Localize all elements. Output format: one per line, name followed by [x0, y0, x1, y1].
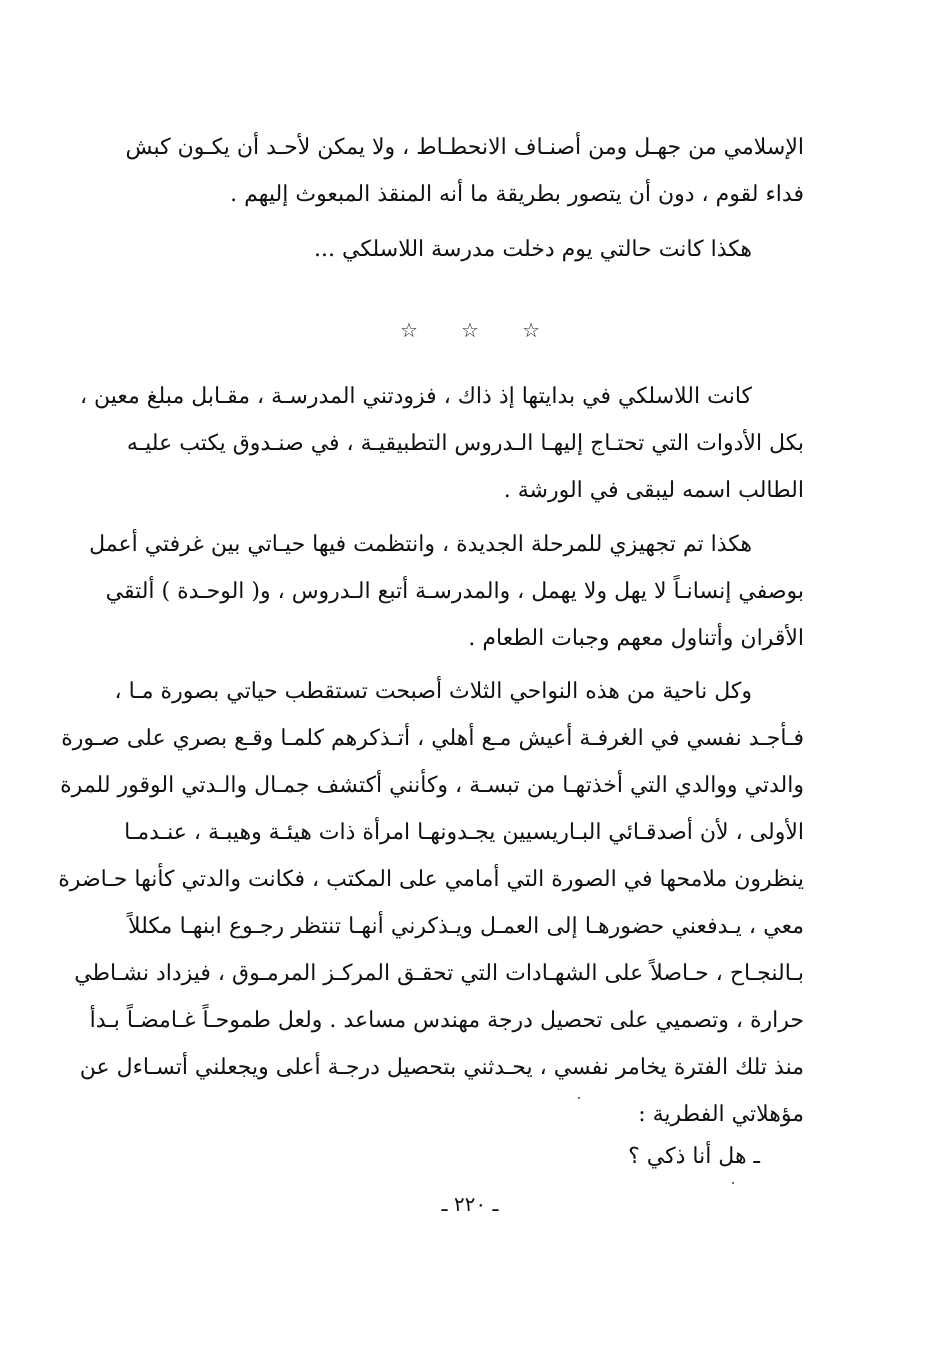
print-speck: [732, 1182, 734, 1184]
text-line: منذ تلك الفترة يخامر نفسي ، يحـدثني بتحصيل درجـة أعلى ويجعلني أتسـاءل عن: [79, 1055, 804, 1080]
thus-line: هكذا كانت حالتي يوم دخلت مدرسة اللاسلكي ...: [314, 237, 752, 262]
text-line: معي ، يـدفعني حضورهـا إلى العمـل ويـذكرني أنهـا تنتظر رجـوع ابنهـا مكللاً: [128, 914, 804, 939]
text-line: الطالب اسمه ليبقى في الورشة .: [503, 478, 804, 503]
text-line: هكذا تم تجهيزي للمرحلة الجديدة ، وانتظمت فيها حيـاتي بين غرفتي أعمل: [89, 532, 752, 557]
text-line: بوصفي إنسانـاً لا يهل ولا يهمل ، والمدرسـة أتبع الـدروس ، و( الوحـدة ) ألتقي: [105, 579, 804, 604]
text-line: فـأجـد نفسي في الغرفـة أعيش مـع أهلي ، أتـذكرهم كلمـا وقـع بصري على صـورة: [61, 726, 804, 751]
text-line: الأولى ، لأن أصدقـائي البـاريسيين يجـدونهـا امرأة ذات هيئـة وهيبـة ، عنـدمـا: [124, 820, 804, 845]
print-speck: [578, 1097, 580, 1099]
text-line: وكل ناحية من هذه النواحي الثلاث أصبحت تستقطب حياتي بصورة مـا ،: [114, 679, 752, 704]
star-icon: ☆: [400, 318, 418, 342]
text-line: الإسلامي من جهـل ومن أصنـاف الانحطـاط ، ولا يمكن لأحـد أن يكـون كبش: [125, 135, 804, 160]
text-line: فداء لقوم ، دون أن يتصور بطريقة ما أنه المنقذ المبعوث إليهم .: [230, 182, 804, 207]
section-separator: [400, 318, 540, 342]
text-line: الأقران وأتناول معهم وجبات الطعام .: [468, 626, 804, 651]
star-icon: ☆: [461, 318, 479, 342]
text-line: حرارة ، وتصميي على تحصيل درجة مهندس مساعد . ولعل طموحـاً غـامضـاً بـدأ: [89, 1008, 804, 1033]
text-line: بـالنجـاح ، حـاصلاً على الشهـادات التي تحقـق المركـز المرمـوق ، فيزداد نشـاطي: [74, 961, 804, 986]
paragraph-3: [58, 668, 804, 1138]
text-line: مؤهلاتي الفطرية :: [638, 1102, 804, 1127]
text-line: والدتي ووالدي التي أخذتهـا من تبسـة ، وكأنني أكتشف جمـال والـدتي الوقور للمرة: [60, 773, 804, 798]
page-number: ـ ٢٢٠ ـ: [441, 1192, 499, 1216]
star-icon: ☆: [522, 318, 540, 342]
paragraph-2: [89, 521, 804, 662]
intro-paragraph: [125, 124, 804, 218]
text-line: كانت اللاسلكي في بدايتها إذ ذاك ، فزودتني المدرسـة ، مقـابل مبلغ معين ،: [79, 384, 752, 409]
paragraph-1: [79, 373, 804, 514]
question-line: ـ هل أنا ذكي ؟: [628, 1144, 760, 1169]
text-line: بكل الأدوات التي تحتـاج إليهـا الـدروس التطبيقيـة ، في صنـدوق يكتب عليـه: [126, 431, 804, 456]
text-line: ينظرون ملامحها في الصورة التي أمامي على المكتب ، فكانت والدتي كأنها حـاضرة: [58, 867, 804, 892]
